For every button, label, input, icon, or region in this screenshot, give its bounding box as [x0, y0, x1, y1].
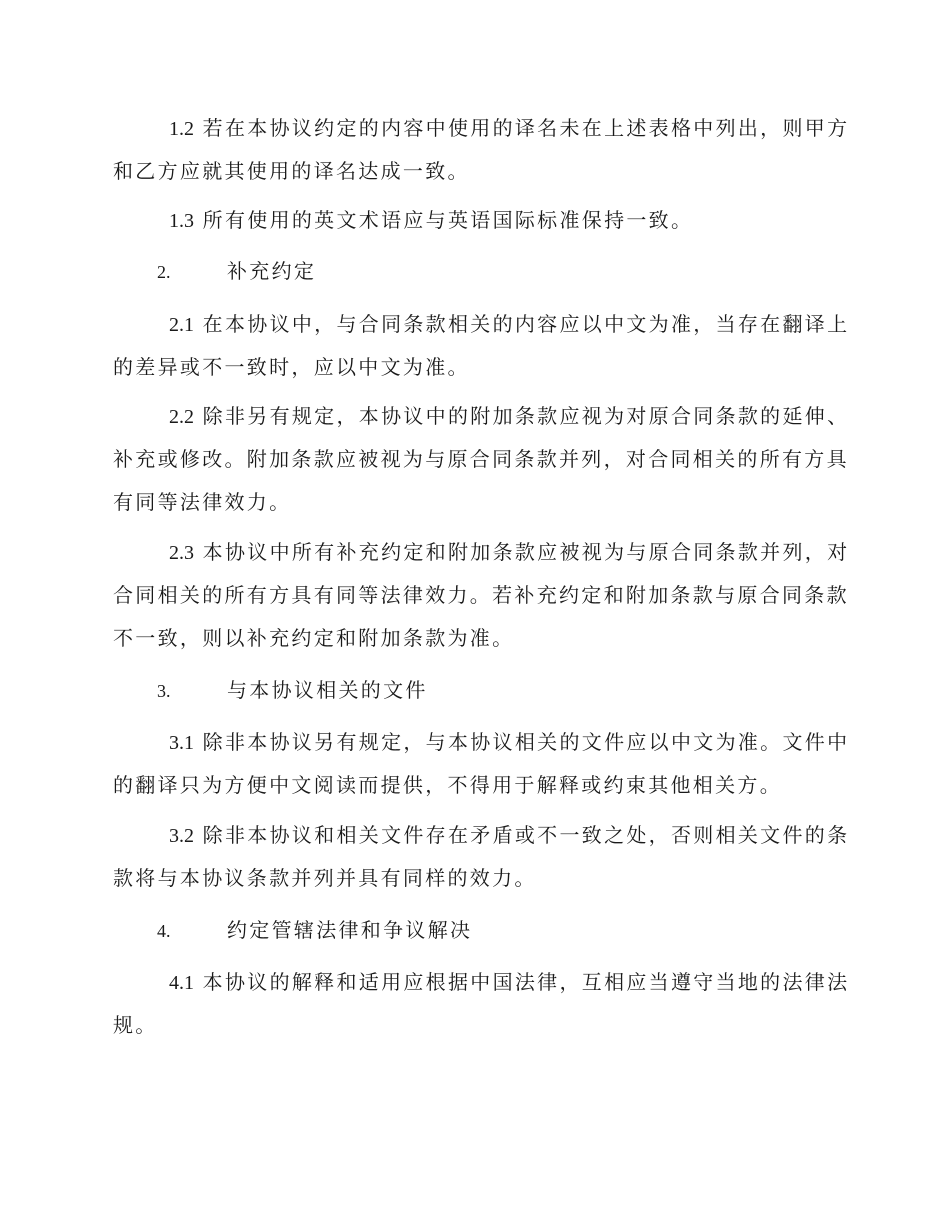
clause-number: 2.2: [169, 406, 194, 428]
paragraph-text: 不一致，则以补充约定和附加条款为准。: [113, 626, 515, 650]
section-heading-2: [157, 250, 316, 294]
clause-number: 1.3: [169, 210, 194, 232]
clause-number: 2.1: [169, 314, 194, 336]
paragraph-text: 和乙方应就其使用的译名达成一致。: [113, 159, 470, 183]
clause-number: 1.2: [169, 118, 194, 140]
paragraph-2-2: [113, 395, 850, 524]
paragraph-text: 除非本协议和相关文件存在矛盾或不一致之处，否则相关文件的条: [202, 823, 850, 847]
clause-number: 2.3: [169, 542, 194, 564]
section-number: 2.: [157, 262, 171, 282]
paragraph-3-1: [113, 721, 850, 807]
clause-number: 3.1: [169, 732, 194, 754]
paragraph-text: 补充或修改。附加条款应被视为与原合同条款并列，对合同相关的所有方具: [113, 447, 849, 471]
paragraph-text: 的差异或不一致时，应以中文为准。: [113, 355, 470, 379]
paragraph-3-2: [113, 814, 850, 900]
section-title: 约定管辖法律和争议解决: [227, 918, 473, 942]
section-heading-4: [157, 909, 472, 953]
paragraph-4-1: [113, 961, 850, 1047]
paragraph-text: 在本协议中，与合同条款相关的内容应以中文为准，当存在翻译上: [202, 312, 850, 336]
paragraph-text: 合同相关的所有方具有同等法律效力。若补充约定和附加条款与原合同条款: [113, 583, 849, 607]
paragraph-text: 有同等法律效力。: [113, 490, 292, 514]
paragraph-text: 本协议中所有补充约定和附加条款应被视为与原合同条款并列，对: [202, 540, 850, 564]
paragraph-2-1: [113, 303, 850, 389]
section-number: 4.: [157, 921, 171, 941]
paragraph-1-3: [113, 199, 833, 242]
clause-number: 4.1: [169, 972, 194, 994]
clause-number: 3.2: [169, 825, 194, 847]
section-title: 与本协议相关的文件: [227, 678, 428, 702]
paragraph-text: 所有使用的英文术语应与英语国际标准保持一致。: [202, 208, 694, 232]
paragraph-text: 若在本协议约定的内容中使用的译名未在上述表格中列出，则甲方: [202, 116, 850, 140]
paragraph-2-3: [113, 531, 850, 660]
section-title: 补充约定: [227, 259, 317, 283]
section-number: 3.: [157, 681, 171, 701]
paragraph-text: 款将与本协议条款并列并具有同样的效力。: [113, 866, 537, 890]
paragraph-text: 本协议的解释和适用应根据中国法律，互相应当遵守当地的法律法: [202, 970, 850, 994]
paragraph-text: 的翻译只为方便中文阅读而提供，不得用于解释或约束其他相关方。: [113, 773, 782, 797]
paragraph-1-2: [113, 107, 850, 193]
paragraph-text: 除非另有规定，本协议中的附加条款应视为对原合同条款的延伸、: [202, 404, 850, 428]
section-heading-3: [157, 669, 428, 713]
paragraph-text: 规。: [113, 1013, 158, 1037]
paragraph-text: 除非本协议另有规定，与本协议相关的文件应以中文为准。文件中: [202, 730, 850, 754]
